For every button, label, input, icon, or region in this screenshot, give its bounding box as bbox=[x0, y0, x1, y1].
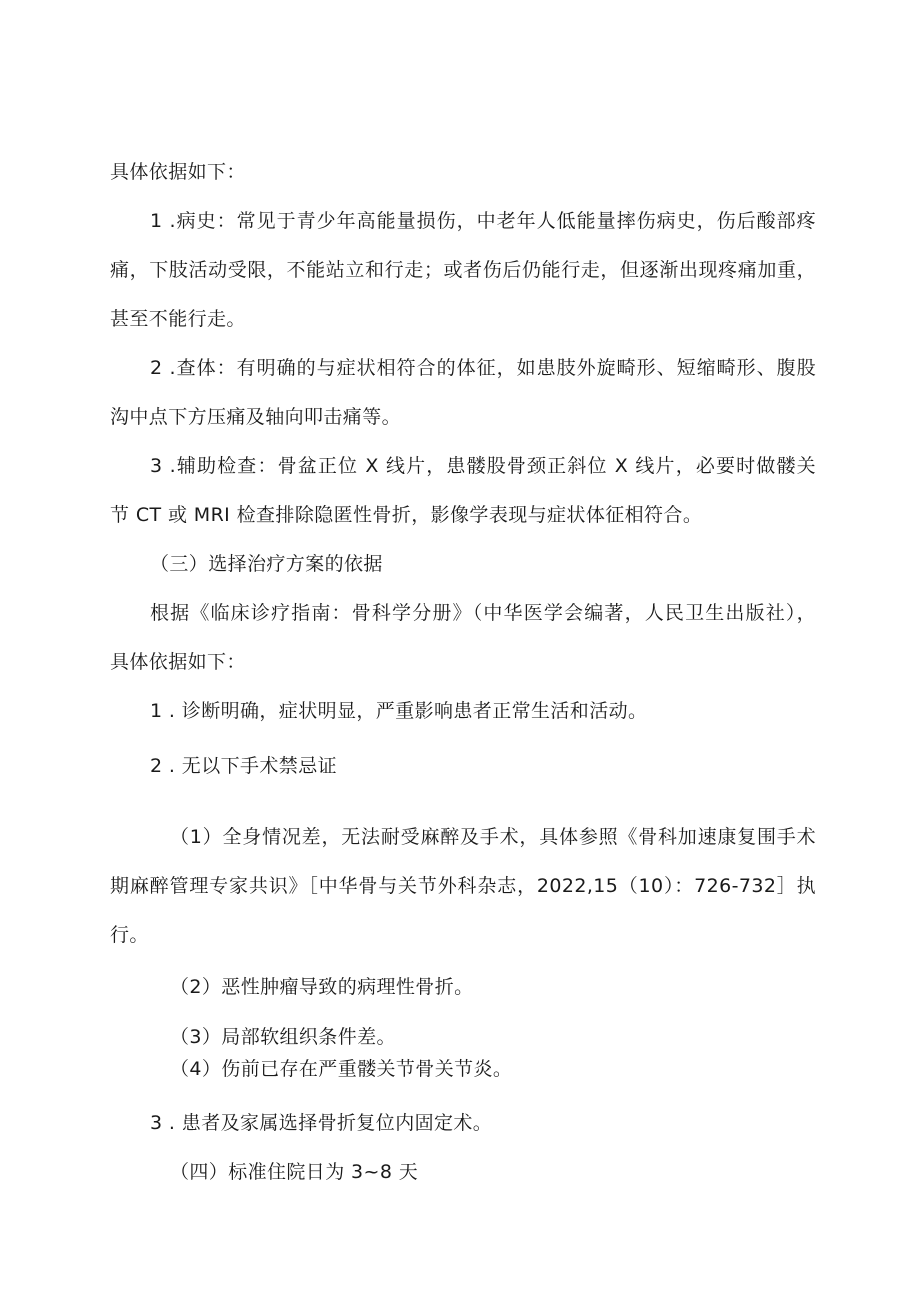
text-line: 甚至不能行走。 bbox=[110, 308, 246, 330]
text-line: 行。 bbox=[110, 924, 149, 946]
text-line: 2 . 无以下手术禁忌证 bbox=[150, 755, 338, 777]
text-line: （2）恶性肿瘤导致的病理性骨折。 bbox=[170, 976, 474, 998]
text-line: 具体依据如下： bbox=[110, 651, 246, 673]
text-line: 沟中点下方压痛及轴向叩击痛等。 bbox=[110, 406, 402, 428]
text-line: （4）伤前已存在严重髅关节骨关节炎。 bbox=[170, 1058, 513, 1080]
text-line: 1 . 诊断明确，症状明显，严重影响患者正常生活和活动。 bbox=[150, 700, 648, 722]
text-line: 3 .辅助检查：骨盆正位 X 线片，患髅股骨颈正斜位 X 线片，必要时做髅关 bbox=[150, 455, 816, 477]
text-line: 3 . 患者及家属选择骨折复位内固定术。 bbox=[150, 1112, 493, 1134]
text-line: 2 .查体：有明确的与症状相符合的体征，如患肢外旋畸形、短缩畸形、腹股 bbox=[150, 357, 816, 379]
section-heading: （三）选择治疗方案的依据 bbox=[150, 553, 383, 575]
text-line: （1）全身情况差，无法耐受麻醉及手术，具体参照《骨科加速康复围手术 bbox=[170, 826, 816, 848]
text-line: 具体依据如下： bbox=[110, 161, 246, 183]
text-line: 期麻醉管理专家共识》［中华骨与关节外科杂志，2022,15（10）：726-732］执 bbox=[110, 875, 816, 897]
text-line: 节 CT 或 MRI 检查排除隐匿性骨折，影像学表现与症状体征相符合。 bbox=[110, 504, 703, 526]
text-line: 痛，下肢活动受限，不能站立和行走；或者伤后仍能行走，但逐渐出现疼痛加重， bbox=[110, 259, 816, 281]
text-line: 根据《临床诊疗指南：骨科学分册》（中华医学会编著，人民卫生出版社）， bbox=[150, 602, 816, 624]
text-line: （3）局部软组织条件差。 bbox=[170, 1026, 396, 1048]
section-heading: （四）标准住院日为 3~8 天 bbox=[170, 1161, 419, 1183]
text-line: 1 .病史：常见于青少年高能量损伤，中老年人低能量摔伤病史，伤后酸部疼 bbox=[150, 210, 816, 232]
